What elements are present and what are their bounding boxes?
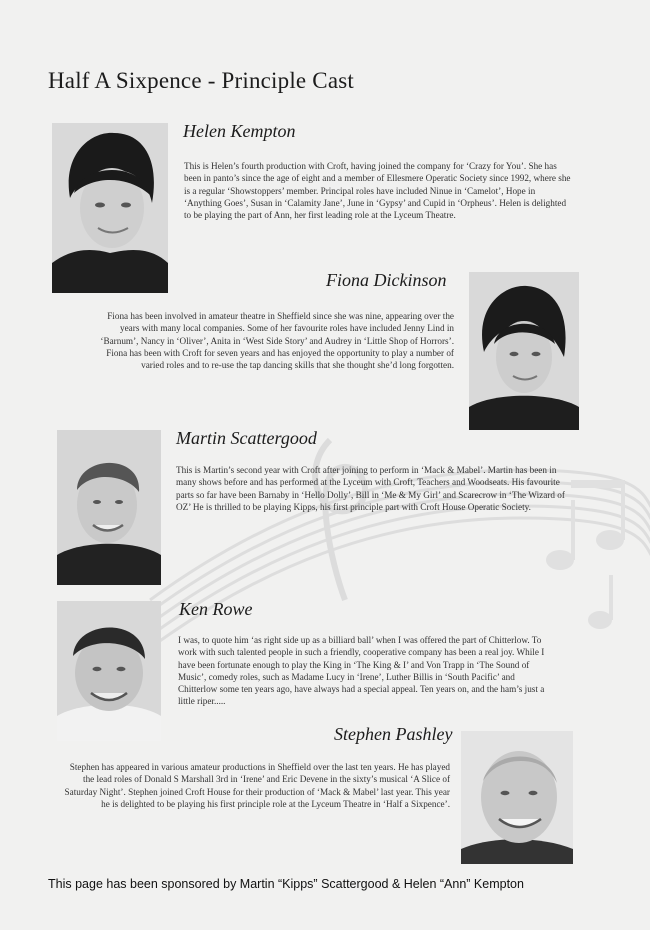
- portrait-image: [57, 601, 161, 741]
- cast-name-stephen-pashley: Stephen Pashley: [334, 724, 453, 744]
- portrait-image: [57, 430, 161, 585]
- cast-bio-stephen-pashley: Stephen has appeared in various amateur productions in Sheffield over the last ten years. He has played the lead roles of Donald S Marshall 3rd in ‘Irene’ and Eric Devene in the sixty’s musical ‘A Slice of Saturday Night’. Stephen joined Croft House for their production of ‘Mack & Mabel’ last year. This year he is delighted to be playing his first principle role at the Lyceum Theatre in ‘Half a Sixpence’.: [64, 762, 450, 809]
- portrait-image: [52, 123, 168, 293]
- portrait-image: [461, 731, 573, 864]
- cast-name-helen-kempton: Helen Kempton: [183, 121, 296, 141]
- page-title: Half A Sixpence - Principle Cast: [48, 68, 354, 93]
- stephen-pashley-photo: [461, 731, 573, 864]
- ken-rowe-photo: [57, 601, 161, 741]
- cast-bio-helen-kempton: This is Helen’s fourth production with Croft, having joined the company for ‘Crazy for You’. She has been in panto’s since the age of eight and a member of Ellesmere Operatic Society since 1992, where she is a regular ‘Showstoppers’ member. Principal roles have included Ninue in ‘Camelot’, Hope in ‘Anything Goes’, Susan in ‘Calamity Jane’, June in ‘Gypsy’ and Cupid in ‘Orpheus’. Helen is delighted to be playing the part of Ann, her first leading role at the Lyceum Theatre.: [184, 161, 571, 221]
- sponsor-footer: This page has been sponsored by Martin “Kipps” Scattergood & Helen “Ann” Kempton: [48, 877, 524, 891]
- martin-scattergood-photo: [57, 430, 161, 585]
- cast-name-fiona-dickinson: Fiona Dickinson: [326, 270, 447, 290]
- fiona-dickinson-photo: [469, 272, 579, 430]
- portrait-image: [469, 272, 579, 430]
- cast-bio-fiona-dickinson: Fiona has been involved in amateur theatre in Sheffield since she was nine, appearing over the years with many local companies. Some of her favourite roles have included Jenny Lind in ‘Barnum’, Nancy in ‘Oliver’, Anita in ‘West Side Story’ and Audrey in ‘Little Shop of Horrors’. Fiona has been with Croft for seven years and has enjoyed the opportunity to play a number of varied roles and to re-use the tap dancing skills that she thought she’d long forgotten.: [100, 311, 454, 371]
- helen-kempton-photo: [52, 123, 168, 293]
- cast-name-martin-scattergood: Martin Scattergood: [176, 428, 317, 448]
- cast-name-ken-rowe: Ken Rowe: [179, 599, 253, 619]
- cast-bio-martin-scattergood: This is Martin’s second year with Croft after joining to perform in ‘Mack & Mabel’. Martin has been in many shows before and has performed at the Lyceum with Croft, Teachers and Woodseats. His favourite parts so far have been Barnaby in ‘Hello Dolly’, Bill in ‘Me & My Girl’ and Scarecrow in ‘The Wizard of OZ’ He is thrilled to be playing Kipps, his first principle part with Croft House Operatic Society.: [176, 465, 565, 512]
- cast-bio-ken-rowe: I was, to quote him ‘as right side up as a billiard ball’ when I was offered the part of Chitterlow. To work with such talented people in such a friendly, cooperative company has been a real joy. While I have been fortunate enough to play the King in ‘The King & I’ and Von Trapp in ‘The Sound of Music’, comedy roles, such as Madame Lucy in ‘Irene’, Luther Billis in ‘South Pacific’ and Chitterlow some ten years ago, have always had a special appeal. Ten years on, and the ham’s just a little riper.....: [178, 635, 545, 707]
